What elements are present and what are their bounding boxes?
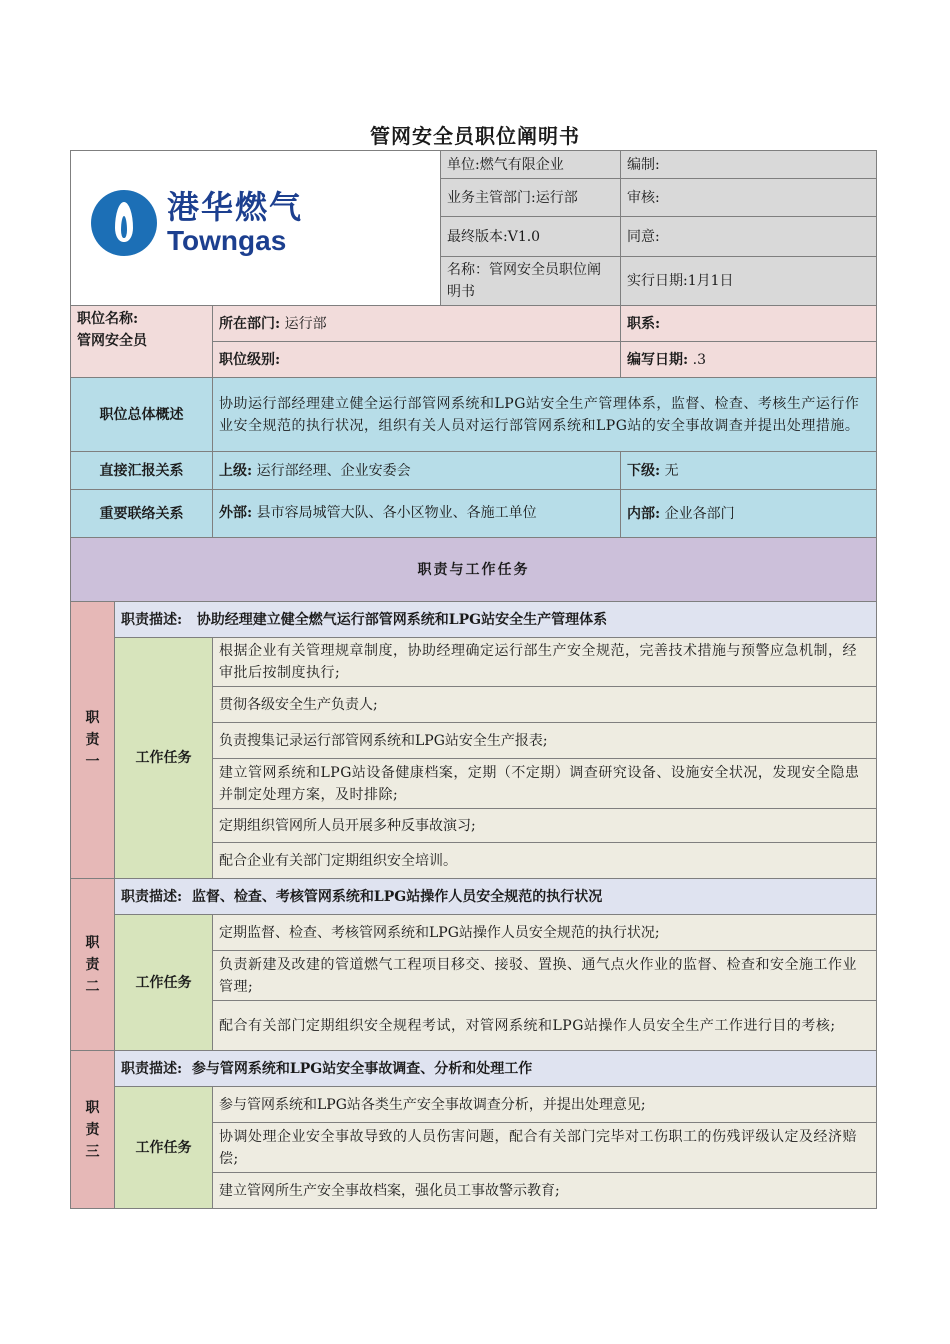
duty-1-label-char: 责 bbox=[85, 732, 100, 748]
position-level-label: 职位级别: bbox=[219, 351, 281, 368]
position-level-cell bbox=[213, 342, 621, 378]
header-effective: 实行日期:1月1日 bbox=[621, 257, 877, 306]
duty-3-desc-text: 参与管网系统和LPG站安全事故调查、分析和处理工作 bbox=[191, 1060, 533, 1077]
duty-2-label bbox=[71, 879, 115, 1051]
duty-2-label-char: 二 bbox=[85, 978, 100, 995]
duty-3-task-2: 协调处理企业安全事故导致的人员伤害问题，配合有关部门完毕对工伤职工的伤残评级认定及经济赔偿; bbox=[213, 1123, 877, 1173]
duty-3-label bbox=[71, 1051, 115, 1209]
contact-external-cell bbox=[213, 490, 621, 538]
duty-2-label-char: 职 bbox=[85, 934, 100, 951]
overview-label: 职位总体概述 bbox=[71, 378, 213, 452]
duty-1-task-3: 负责搜集记录运行部管网系统和LPG站安全生产报表; bbox=[213, 723, 877, 759]
position-dept-cell bbox=[213, 306, 621, 342]
duty-3-task-1: 参与管网系统和LPG站各类生产安全事故调查分析，并提出处理意见; bbox=[213, 1087, 877, 1123]
report-upper-value: 运行部经理、企业安委会 bbox=[256, 462, 411, 479]
header-review: 审核: bbox=[621, 179, 877, 217]
towngas-logo bbox=[77, 173, 355, 273]
header-version: 最终版本:V1.0 bbox=[441, 217, 621, 257]
position-date-value: .3 bbox=[692, 351, 706, 368]
duty-1-task-5: 定期组织管网所人员开展多种反事故演习; bbox=[213, 809, 877, 843]
position-dept-label: 所在部门: bbox=[219, 315, 281, 332]
flame-logo-icon bbox=[91, 190, 157, 256]
duty-2-desc-label: 职责描述: bbox=[121, 888, 183, 905]
duty-1-description bbox=[115, 602, 877, 638]
duty-3-description bbox=[115, 1051, 877, 1087]
duty-1-task-1: 根据企业有关管理规章制度，协助经理确定运行部生产安全规范，完善技术措施与预警应急机制，经审批后按制度执行; bbox=[213, 638, 877, 687]
report-lower-value: 无 bbox=[664, 462, 679, 479]
header-agree: 同意: bbox=[621, 217, 877, 257]
duty-2-task-1: 定期监督、检查、考核管网系统和LPG站操作人员安全规范的执行状况; bbox=[213, 915, 877, 951]
position-date-cell bbox=[621, 342, 877, 378]
duty-1-label-char: 职 bbox=[85, 710, 100, 726]
position-series-cell bbox=[621, 306, 877, 342]
header-dept: 业务主管部门:运行部 bbox=[441, 179, 621, 217]
header-unit: 单位:燃气有限企业 bbox=[441, 151, 621, 179]
logo-chinese-text: 港华燃气 bbox=[167, 188, 304, 226]
duty-3-task-label: 工作任务 bbox=[115, 1087, 213, 1209]
duty-1-label bbox=[71, 602, 115, 879]
header-name: 名称：管网安全员职位阐明书 bbox=[441, 257, 621, 306]
duty-3-label-char: 三 bbox=[85, 1143, 100, 1160]
duty-1-task-2: 贯彻各级安全生产负责人; bbox=[213, 687, 877, 723]
report-upper-cell bbox=[213, 452, 621, 490]
duty-3-task-3: 建立管网所生产安全事故档案，强化员工事故警示教育; bbox=[213, 1173, 877, 1209]
duty-1-task-4: 建立管网系统和LPG站设备健康档案，定期（不定期）调查研究设备、设施安全状况，发现安全隐患并制定处理方案，及时排除; bbox=[213, 759, 877, 809]
logo-cell bbox=[71, 151, 441, 306]
duty-2-description bbox=[115, 879, 877, 915]
position-name-value: 管网安全员 bbox=[77, 333, 147, 349]
header-compile: 编制: bbox=[621, 151, 877, 179]
position-name-cell bbox=[71, 306, 213, 378]
logo-english-text: Towngas bbox=[167, 225, 287, 256]
contact-external-value: 县市容局城管大队、各小区物业、各施工单位 bbox=[256, 505, 537, 521]
position-date-label: 编写日期: bbox=[627, 351, 689, 368]
report-upper-label: 上级: bbox=[219, 462, 253, 479]
position-name-label: 职位名称: bbox=[77, 311, 139, 327]
contact-internal-label: 内部: bbox=[627, 505, 661, 522]
duty-2-desc-text: 监督、检查、考核管网系统和LPG站操作人员安全规范的执行状况 bbox=[191, 888, 603, 905]
duty-2-task-label: 工作任务 bbox=[115, 915, 213, 1051]
overview-text: 协助运行部经理建立健全运行部管网系统和LPG站安全生产管理体系，监督、检查、考核生产运行作业安全规范的执行状况，组织有关人员对运行部管网系统和LPG站的安全事故调查并提出处理措施。 bbox=[213, 378, 877, 452]
contact-internal-cell bbox=[621, 490, 877, 538]
duty-3-label-char: 职 bbox=[85, 1099, 100, 1116]
duty-1-task-label: 工作任务 bbox=[115, 638, 213, 879]
duty-2-task-3: 配合有关部门定期组织安全规程考试，对管网系统和LPG站操作人员安全生产工作进行目的考核; bbox=[213, 1001, 877, 1051]
duty-1-label-char: 一 bbox=[85, 754, 100, 770]
report-lower-cell bbox=[621, 452, 877, 490]
report-lower-label: 下级: bbox=[627, 462, 661, 479]
document-title: 管网安全员职位阐明书 bbox=[370, 124, 580, 148]
duty-1-desc-text: 协助经理建立健全燃气运行部管网系统和LPG站安全生产管理体系 bbox=[196, 611, 608, 628]
job-description-table bbox=[70, 150, 877, 1209]
position-series-label: 职系: bbox=[627, 315, 661, 332]
duty-3-label-char: 责 bbox=[85, 1121, 100, 1138]
contact-external-label: 外部: bbox=[219, 505, 253, 521]
section-title: 职责与工作任务 bbox=[71, 538, 877, 602]
duty-1-task-6: 配合企业有关部门定期组织安全培训。 bbox=[213, 843, 877, 879]
duty-2-task-2: 负责新建及改建的管道燃气工程项目移交、接驳、置换、通气点火作业的监督、检查和安全施工作业管理; bbox=[213, 951, 877, 1001]
report-label: 直接汇报关系 bbox=[71, 452, 213, 490]
contact-internal-value: 企业各部门 bbox=[664, 505, 735, 522]
contact-label: 重要联络关系 bbox=[71, 490, 213, 538]
position-dept-value: 运行部 bbox=[284, 315, 327, 332]
duty-1-desc-label: 职责描述: bbox=[121, 611, 183, 628]
duty-2-label-char: 责 bbox=[85, 956, 100, 973]
duty-3-desc-label: 职责描述: bbox=[121, 1060, 183, 1077]
